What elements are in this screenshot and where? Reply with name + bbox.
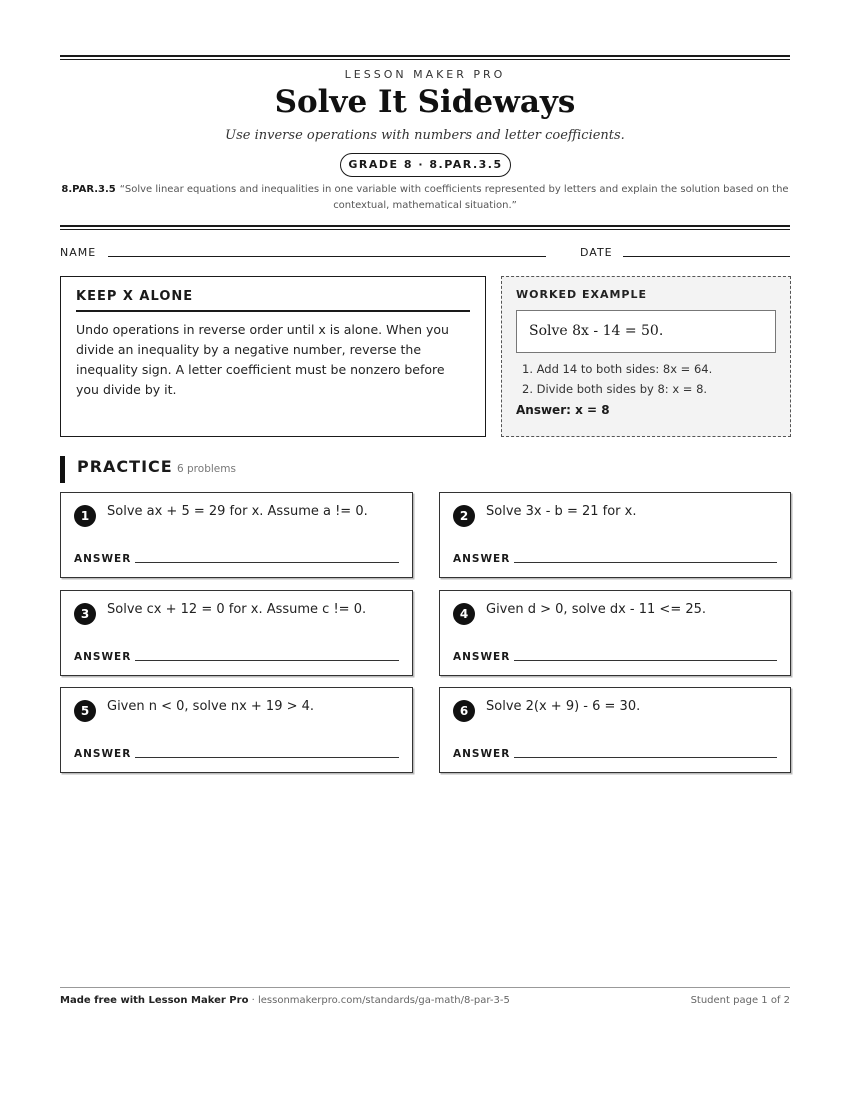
footer-rule: [60, 987, 790, 988]
problem-card-1: [60, 492, 413, 578]
problem-prompt: Given d > 0, solve dx - 11 <= 25.: [486, 602, 707, 617]
problem-number: 1: [74, 505, 96, 527]
name-field[interactable]: [108, 256, 546, 257]
footer-credit: [60, 995, 510, 1006]
problem-prompt: Solve cx + 12 = 0 for x. Assume c != 0.: [107, 602, 367, 617]
answer-label: ANSWER: [74, 651, 132, 663]
name-label: NAME: [60, 246, 97, 259]
practice-count: 6 problems: [177, 463, 236, 475]
worked-example-step: 1. Add 14 to both sides: 8x = 64.: [522, 362, 713, 376]
problem-card-3: [60, 590, 413, 676]
answer-field[interactable]: [514, 660, 777, 661]
worked-example-box: [501, 276, 791, 437]
answer-field[interactable]: [135, 757, 399, 758]
keep-x-alone-box: [60, 276, 486, 437]
worked-example-step: 2. Divide both sides by 8: x = 8.: [522, 382, 708, 396]
footer-url[interactable]: · lessonmakerpro.com/standards/ga-math/8-par-3-5: [248, 995, 510, 1006]
footer-page-number: Student page 1 of 2: [690, 995, 790, 1006]
answer-field[interactable]: [514, 562, 777, 563]
problem-card-4: [439, 590, 791, 676]
grade-badge: GRADE 8 · 8.PAR.3.5: [340, 153, 511, 177]
problem-number: 3: [74, 603, 96, 625]
problem-prompt: Solve ax + 5 = 29 for x. Assume a != 0.: [107, 504, 368, 519]
standard-code: 8.PAR.3.5: [61, 184, 116, 195]
keep-box-text: Undo operations in reverse order until x is alone. When you divide an inequality by a negative number, reverse the inequality sign. A letter coefficient must be nonzero before you divide by it.: [76, 322, 449, 397]
brand-name: LESSON MAKER PRO: [344, 68, 506, 81]
answer-field[interactable]: [135, 562, 399, 563]
worked-example-equation: Solve 8x - 14 = 50.: [516, 310, 776, 353]
problem-card-2: [439, 492, 791, 578]
problem-number: 6: [453, 700, 475, 722]
problem-prompt: Solve 3x - b = 21 for x.: [486, 504, 637, 519]
footer-made-with: Made free with Lesson Maker Pro: [60, 995, 249, 1006]
answer-label: ANSWER: [74, 553, 132, 565]
problem-card-5: [60, 687, 413, 773]
standard-description: [60, 182, 790, 214]
date-field[interactable]: [623, 256, 790, 257]
standard-text: “Solve linear equations and inequalities in one variable with coefficients represented by letters and explain the solution based on the contextual, mathematical situation.”: [119, 184, 789, 211]
answer-label: ANSWER: [74, 748, 132, 760]
worked-example-steps: [516, 359, 776, 399]
header-top-rule: [60, 55, 790, 60]
answer-label: ANSWER: [453, 651, 511, 663]
problem-number: 4: [453, 603, 475, 625]
answer-label: ANSWER: [453, 553, 511, 565]
practice-title: PRACTICE: [77, 457, 173, 476]
keep-box-title: KEEP X ALONE: [76, 289, 470, 312]
answer-label: ANSWER: [453, 748, 511, 760]
problem-number: 2: [453, 505, 475, 527]
answer-field[interactable]: [514, 757, 777, 758]
practice-accent-bar: [60, 456, 65, 483]
problem-number: 5: [74, 700, 96, 722]
problem-prompt: Given n < 0, solve nx + 19 > 4.: [107, 699, 315, 714]
worked-example-answer: Answer: x = 8: [516, 403, 610, 417]
date-label: DATE: [580, 246, 613, 259]
header-bottom-rule: [60, 225, 790, 230]
worksheet-subtitle: Use inverse operations with numbers and letter coefficients.: [225, 128, 625, 143]
problem-card-6: [439, 687, 791, 773]
worked-example-title: WORKED EXAMPLE: [516, 288, 647, 301]
worksheet-title: Solve It Sideways: [274, 84, 576, 120]
problem-prompt: Solve 2(x + 9) - 6 = 30.: [486, 699, 641, 714]
answer-field[interactable]: [135, 660, 399, 661]
